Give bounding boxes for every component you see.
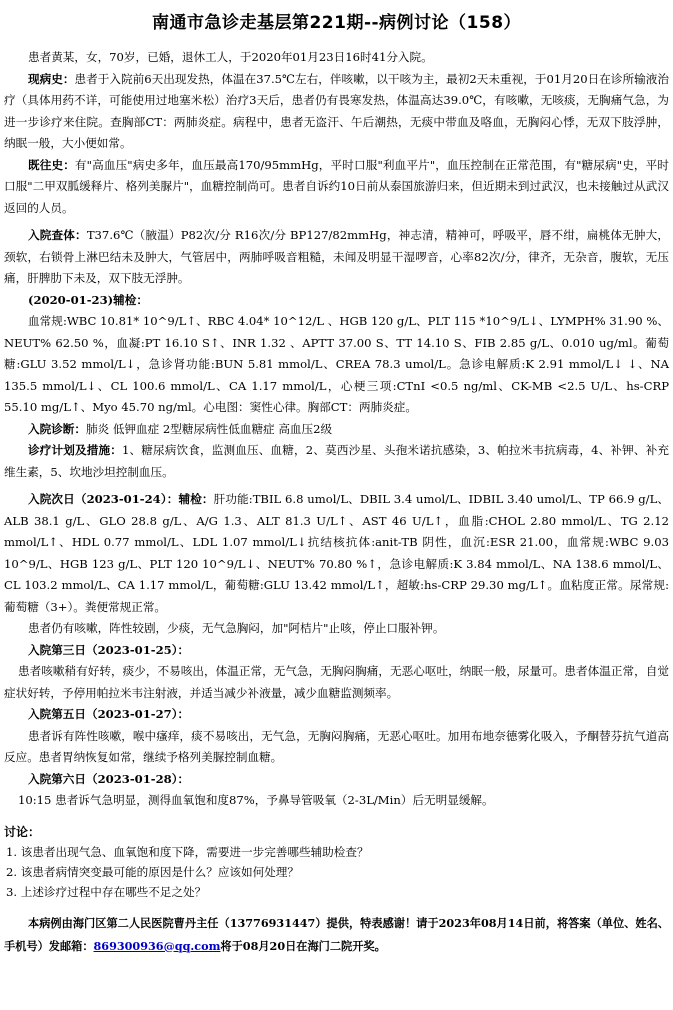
- diagnosis-label: 入院诊断：: [28, 421, 86, 436]
- day2-label: 入院次日（2023-01-24）：辅检：: [28, 492, 214, 506]
- day3-heading: [4, 640, 669, 662]
- footer-text-2: 将于08月20日在海门二院开奖。: [220, 938, 386, 953]
- diagnosis-text: 肺炎 低钾血症 2型糖尿病性低血糖症 高血压2级: [85, 421, 333, 436]
- footer-text-1: 本病例由海门区第二人民医院曹丹主任（13776931447）提供，特表感谢！请于2023年08月14日前，将答案（单位、姓名、手机号）发邮箱：: [4, 915, 669, 953]
- labs-date: (2020-01-23): [28, 292, 114, 307]
- discussion-section: [4, 822, 669, 902]
- plan-text: 1、糖尿病饮食，监测血压、血糖，2、莫西沙星、头孢米诺抗感染，3、帕拉米韦抗病毒，4、补钾、补充维生素，5、坎地沙坦控制血压。: [4, 443, 669, 479]
- history-label: 现病史：: [28, 71, 75, 86]
- exam-text: 神志清，精神可，呼吸平，唇不绀，扁桃体无肿大，颈软，右锁骨上淋巴结未及肿大，气管居中，两肺呼吸音粗糙，未闻及明显干湿啰音，心率82次/分，律齐，无杂音，腹软，无压痛，肝脾肋下未及，双下肢无浮肿。: [4, 228, 669, 285]
- plan-label: 诊疗计划及措施：: [28, 443, 123, 457]
- discussion-heading: 讨论：: [4, 824, 41, 839]
- history-text: 患者于入院前6天出现发热，体温在37.5℃左右，伴咳嗽，以干咳为主，最初2天未重视，于01月20日在诊所输液治疗（具体用药不详，可能使用过地塞米松）治疗3天后，患者仍有畏寒发热，体温高达39.0℃，有咳嗽，无咳痰，无胸痛气急，为进一步诊疗来住院。查胸部CT：两肺炎症。病程中，患者无盗汗、午后潮热，无痰中带血及咯血，无胸闷心悸，无双下肢浮肿，纳眠一般，大小便如常。: [4, 71, 669, 150]
- day2-paragraph: [4, 489, 669, 618]
- intro-paragraph: 患者黄某，女，70岁，已婚，退休工人，于2020年01月23日16时41分入院。: [28, 50, 433, 64]
- day5-label: 入院第五日（2023-01-27）：: [28, 707, 190, 721]
- exam-label: 入院查体：: [28, 228, 87, 242]
- day5-heading: [4, 704, 669, 726]
- day3-label: 入院第三日（2023-01-25）：: [28, 642, 190, 657]
- past-history-paragraph: [4, 155, 669, 220]
- exam-vitals: T37.6℃（腋温）P82次/分 R16次/分 BP127/82mmHg，: [86, 228, 399, 242]
- email-link[interactable]: 869300936@qq.com: [93, 938, 221, 953]
- exam-paragraph: [4, 225, 669, 290]
- day6-heading: [4, 769, 669, 791]
- plan-paragraph: [4, 440, 669, 483]
- day3-paragraph: 患者咳嗽稍有好转，痰少，不易咳出，体温正常，无气急，无胸闷胸痛，无恶心呕吐，纳眠一般，尿量可。患者体温正常，自觉症状好转，予停用帕拉米韦注射液，并适当减少补液量，减少血糖监测频率。: [4, 664, 669, 700]
- footer-note: [4, 912, 669, 958]
- day2-note: 患者仍有咳嗽，阵性较剧，少痰，无气急胸闷，加"阿桔片"止咳，停止口服补钾。: [28, 621, 445, 635]
- labs-paragraph: 血常规:WBC 10.81* 10^9/L↑、RBC 4.04* 10^12/L 、HGB 120 g/L、PLT 115 *10^9/L↓、LYMPH% 31.90 %、NEUT% 62.50 %，血凝:PT 16.10 S↑、INR 1.32 、APTT 37.00 S、TT 14.10 S、FIB 2.85 g/L、0.010 ug/ml。葡萄糖:GLU 3.52 mmol/L↓，急诊肾功能:BUN 5.81 mmol/L、CREA 78.3 umol/L。急诊电解质:K 2.91 mmol/L↓ ↓、NA 135.5 mmol/L↓、CL 100.6 mmol/L、CA 1.17 mmol/L，心梗三项:CTnI <0.5 ng/ml、CK-MB <2.5 U/L、hs-CRP 55.10 mg/L↑、Myo 45.70 ng/ml。心电图：窦性心律。胸部CT：两肺炎症。: [4, 314, 669, 414]
- day6-label: 入院第六日（2023-01-28）：: [28, 771, 190, 786]
- past-history-label: 既往史：: [28, 157, 75, 172]
- day5-paragraph: 患者诉有阵性咳嗽，喉中瘙痒，痰不易咳出，无气急，无胸闷胸痛，无恶心呕吐。加用布地奈德雾化吸入，予酮替芬抗气道高反应。患者胃纳恢复如常，继续予格列美脲控制血糖。: [4, 728, 669, 764]
- discussion-question: 2. 该患者病情突变最可能的原因是什么？应该如何处理？: [6, 864, 299, 879]
- discussion-question: 1. 该患者出现气急、血氧饱和度下降，需要进一步完善哪些辅助检查？: [6, 844, 369, 859]
- past-history-text: 有"高血压"病史多年，血压最高170/95mmHg，平时口服"利血平片"，血压控制在正常范围，有"糖尿病"史，平时口服"二甲双胍缓释片、格列美脲片"，血糖控制尚可。患者自诉约10日前从泰国旅游归来，但近期未到过武汉，也未接触过从武汉返回的人员。: [4, 157, 669, 215]
- discussion-question: 3. 上述诊疗过程中存在哪些不足之处？: [6, 884, 207, 899]
- history-paragraph: [4, 69, 669, 155]
- labs-label: 辅检：: [113, 292, 148, 307]
- day2-text: 肝功能:TBIL 6.8 umol/L、DBIL 3.4 umol/L、IDBIL 3.40 umol/L、TP 66.9 g/L、ALB 38.1 g/L、GLO 28.8 g/L、A/G 1.3、ALT 81.3 U/L↑、AST 46 U/L↑，血脂:CHOL 2.80 mmol/L、TG 2.12 mmol/L↑、HDL 0.77 mmol/L、LDL 1.07 mmol/L↓抗结核抗体:anit-TB 阴性，血沉:ESR 21.00，血常规:WBC 9.03 10^9/L、HGB 123 g/L、PLT 120 10^9/L↓、NEUT% 70.80 %↑，急诊电解质:K 3.84 mmol/L、NA 138.6 mmol/L、CL 103.2 mmol/L、CA 1.17 mmol/L，葡萄糖:GLU 13.42 mmol/L↑，超敏:hs-CRP 29.30 mg/L↑。血粘度正常。尿常规:葡萄糖（3+）。粪便常规正常。: [4, 492, 669, 614]
- diagnosis-paragraph: [4, 419, 669, 441]
- page-title: 南通市急诊走基层第221期--病例讨论（158）: [151, 13, 522, 33]
- day6-paragraph: 10:15 患者诉气急明显，测得血氧饱和度87%，予鼻导管吸氧（2-3L/Min）后无明显缓解。: [18, 793, 494, 807]
- labs-heading: [4, 290, 669, 312]
